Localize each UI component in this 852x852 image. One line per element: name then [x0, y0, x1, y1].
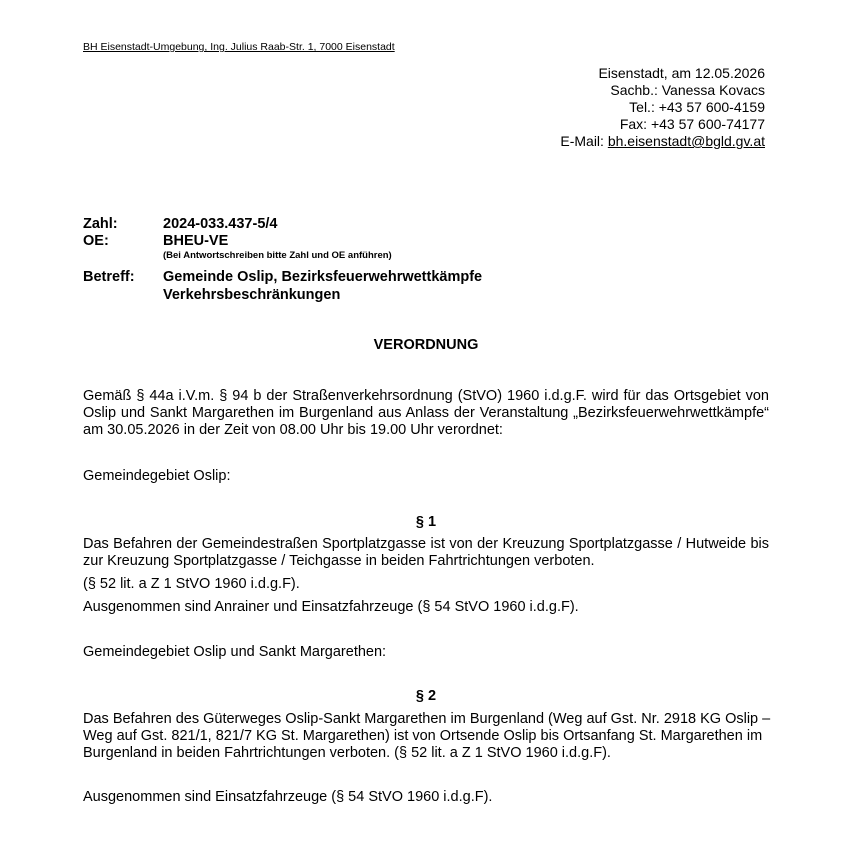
zahl-row: [83, 216, 482, 233]
reference-block: [83, 216, 482, 304]
paragraph-1-reference: (§ 52 lit. a Z 1 StVO 1960 i.d.g.F).: [83, 576, 300, 592]
intro-paragraph: Gemäß § 44a i.V.m. § 94 b der Straßenverkehrsordnung (StVO) 1960 i.d.g.F. wird für das Ortsgebiet von Oslip und Sankt Margarethen im Burgenland aus Anlass der Veranstaltung „Bezirksfeuerwehrwettkämpfe“ am 30.05.2026 in der Zeit von 08.00 Uhr bis 19.00 Uhr verordnet:: [83, 388, 769, 438]
email-label: E-Mail:: [560, 133, 608, 149]
subject-line-2: Verkehrsbeschränkungen: [163, 287, 341, 303]
reference-note: (Bei Antwortschreiben bitte Zahl und OE anführen): [163, 250, 392, 261]
subject-label: Betreff:: [83, 269, 135, 285]
paragraph-1-exception: Ausgenommen sind Anrainer und Einsatzfahrzeuge (§ 54 StVO 1960 i.d.g.F).: [83, 599, 579, 615]
subject-line-1: Gemeinde Oslip, Bezirksfeuerwehrwettkämpfe: [163, 269, 483, 285]
oe-label: OE:: [83, 233, 109, 249]
subject-value: [163, 268, 482, 304]
document-title: VERORDNUNG: [373, 337, 479, 353]
paragraph-mark-1: § 1: [415, 514, 437, 530]
zahl-label: Zahl:: [83, 216, 118, 232]
paragraph-1-text: Das Befahren der Gemeindestraßen Sportplatzgasse ist von der Kreuzung Sportplatzgasse / Hutweide bis zur Kreuzung Sportplatzgasse / Teichgasse in beiden Fahrtrichtungen verboten.: [83, 536, 769, 569]
fax: Fax: +43 57 600-74177: [619, 116, 765, 132]
email-line: [560, 133, 765, 150]
paragraph-2-exception: Ausgenommen sind Einsatzfahrzeuge (§ 54 StVO 1960 i.d.g.F).: [83, 789, 493, 805]
section-heading-oslip-margarethen: Gemeindegebiet Oslip und Sankt Margarethen:: [83, 644, 387, 660]
oe-value: BHEU-VE: [163, 233, 229, 249]
sender-address-line: BH Eisenstadt-Umgebung, Ing. Julius Raab-Str. 1, 7000 Eisenstadt: [83, 41, 395, 53]
place-date: Eisenstadt, am 12.05.2026: [598, 65, 765, 81]
phone: Tel.: +43 57 600-4159: [629, 99, 765, 115]
contact-block: [560, 65, 765, 150]
subject-row: [83, 268, 482, 304]
zahl-value: 2024-033.437-5/4: [163, 216, 278, 232]
section-heading-oslip: Gemeindegebiet Oslip:: [83, 468, 231, 484]
paragraph-2-text: Das Befahren des Güterweges Oslip-Sankt Margarethen im Burgenland (Weg auf Gst. Nr. 2918 KG Oslip – Weg auf Gst. 821/1, 821/7 KG St. Margarethen) ist von Ortsende Oslip bis Ortsanfang St. Margarethen im Burgenland in beiden Fahrtrichtungen verboten. (§ 52 lit. a Z 1 StVO 1960 i.d.g.F).: [83, 711, 771, 761]
paragraph-mark-2: § 2: [415, 688, 437, 704]
oe-row: [83, 233, 482, 250]
email-link[interactable]: bh.eisenstadt@bgld.gv.at: [607, 133, 765, 149]
case-officer: Sachb.: Vanessa Kovacs: [610, 82, 765, 98]
